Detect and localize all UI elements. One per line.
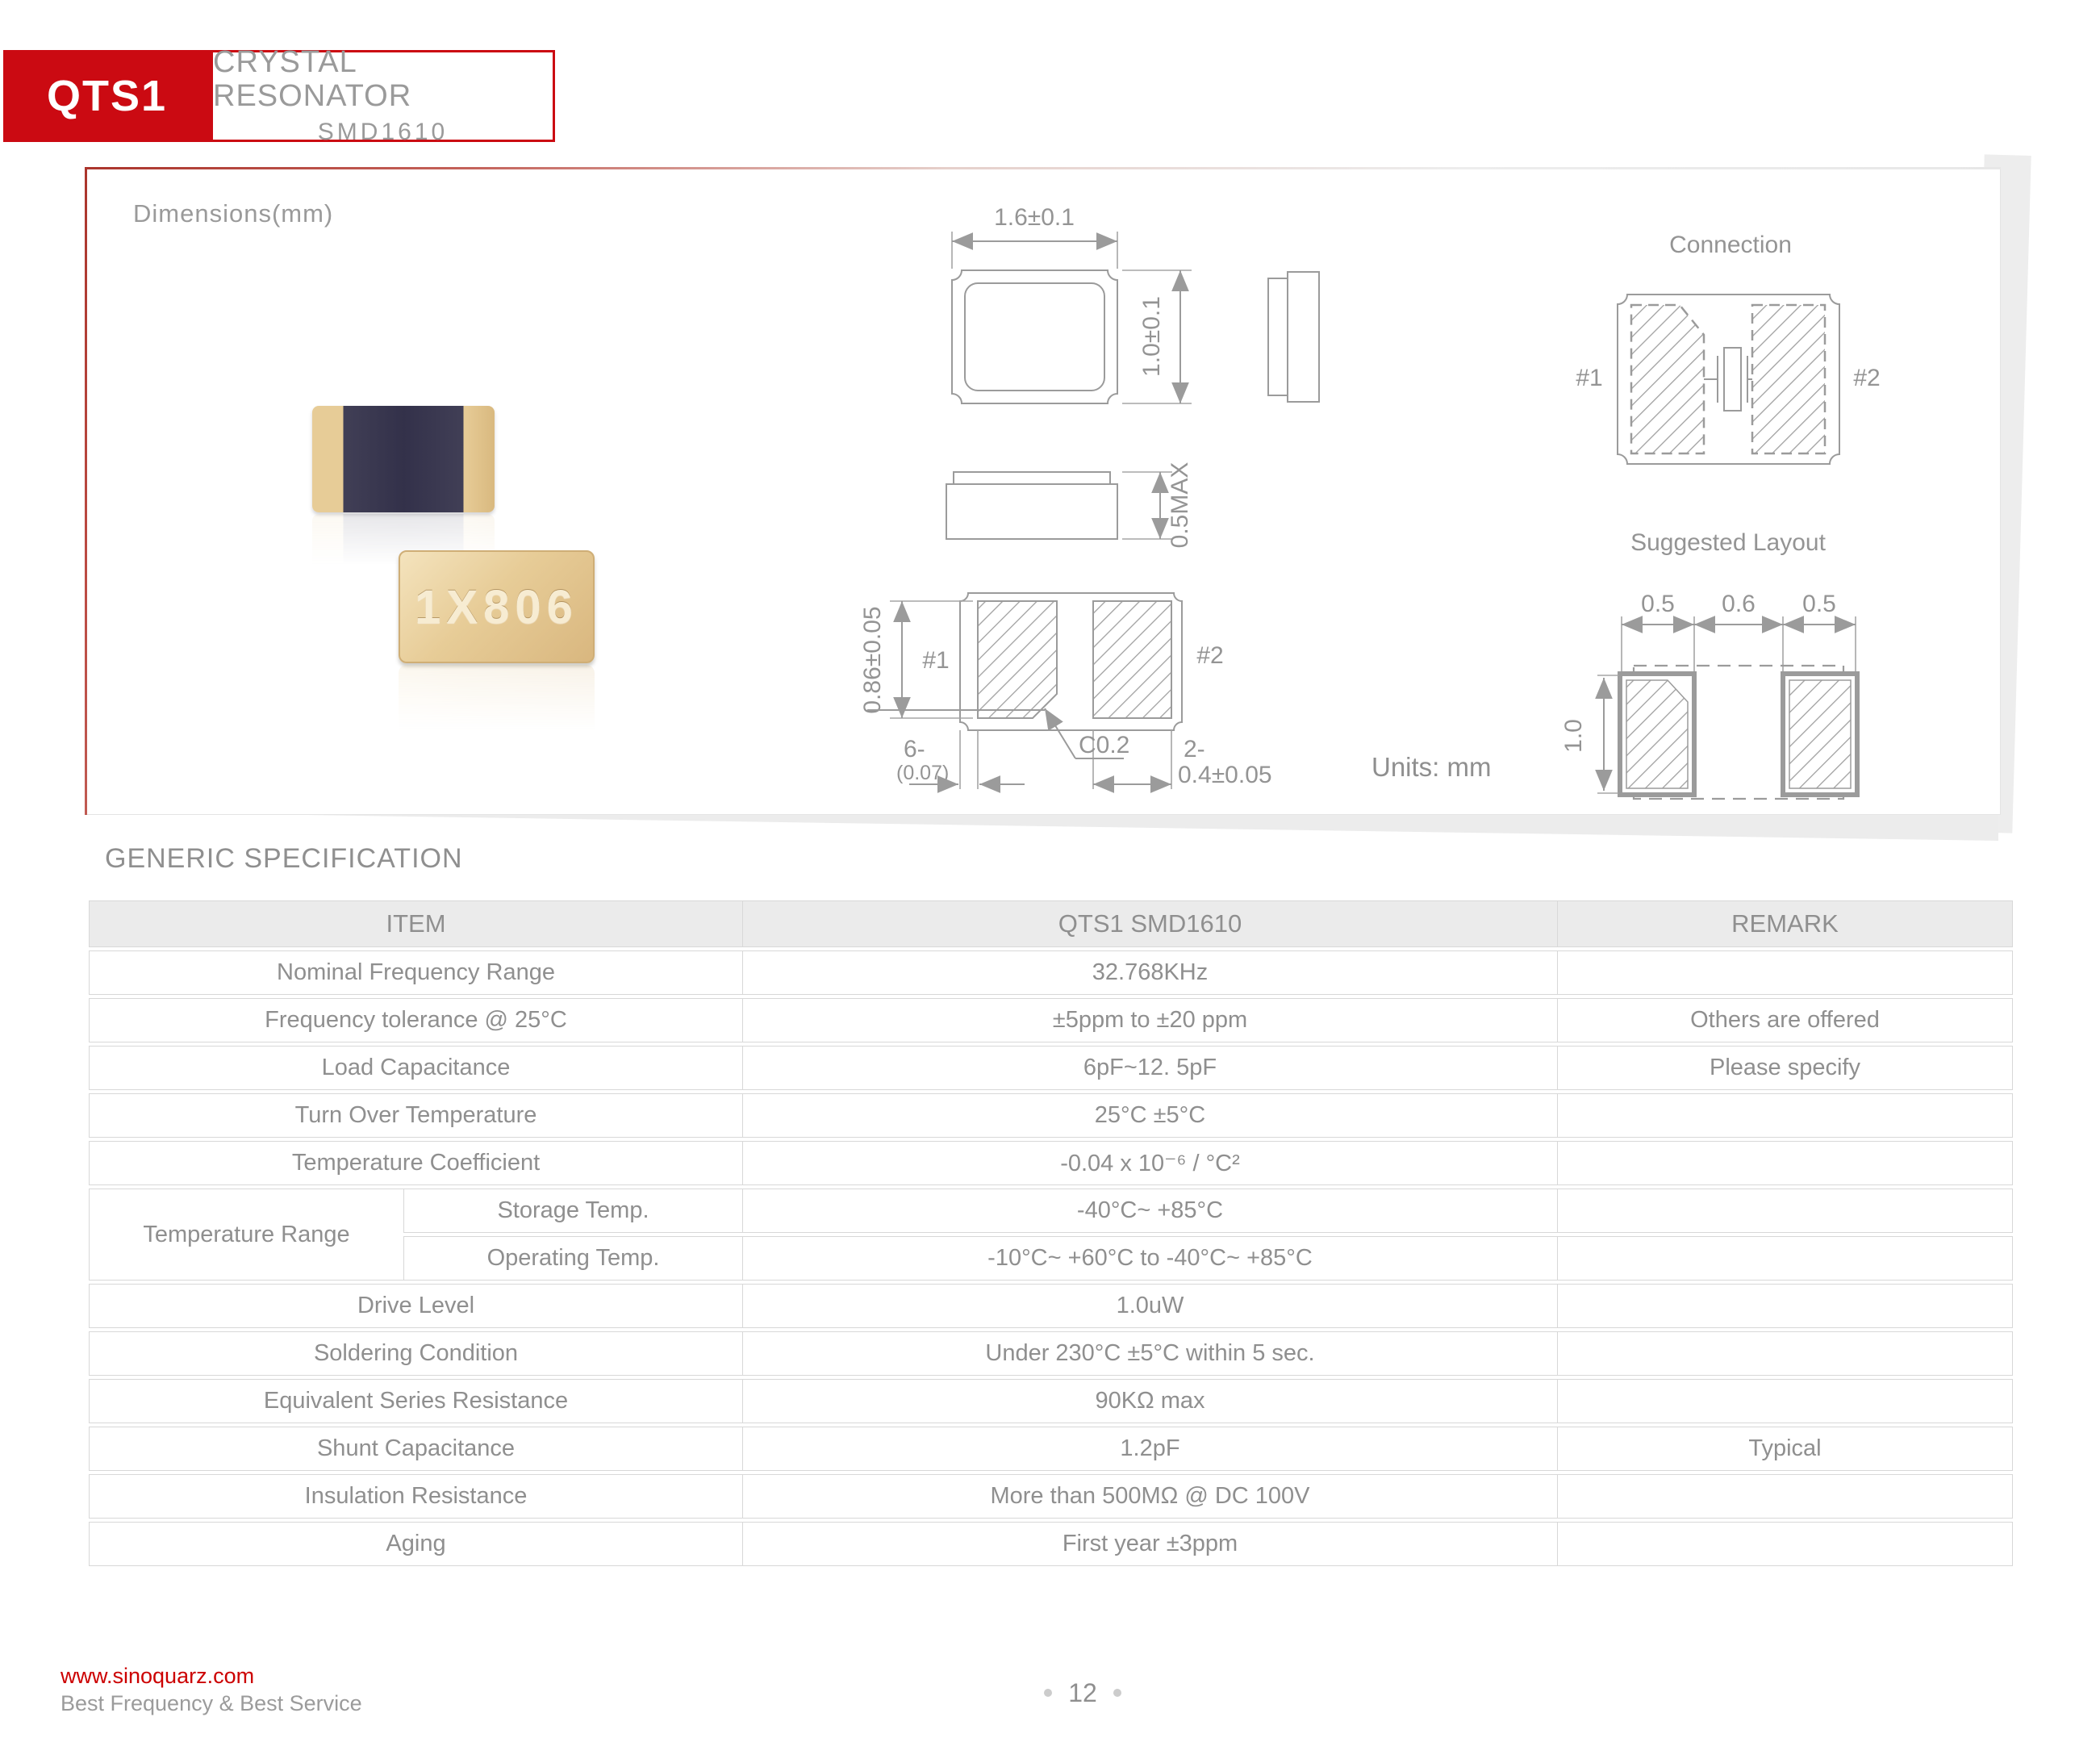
remark-cell (1557, 1093, 2013, 1138)
layout-pad-width-dim: 0.5 (1641, 591, 1675, 617)
table-row (89, 1427, 2013, 1471)
table-row-temp-storage (89, 1189, 2013, 1233)
spec-header-row (89, 900, 2013, 947)
connection-pad-2 (1752, 305, 1825, 453)
item-cell: Aging (89, 1522, 742, 1566)
page-number-dot-left (1044, 1689, 1052, 1697)
col-header-item: ITEM (89, 900, 742, 947)
bottom-pin2-label: #2 (1196, 642, 1224, 669)
bottom-view-drawing (859, 565, 1513, 807)
chip-photo-front-reflection (399, 665, 595, 754)
remark-cell (1557, 950, 2013, 995)
value-cell: 1.0uW (742, 1284, 1557, 1328)
chip-photo-front (399, 550, 595, 663)
product-code: QTS1 (46, 72, 168, 120)
page-subtitle: SMD1610 (317, 118, 449, 145)
value-cell: ±5ppm to ±20 ppm (742, 998, 1557, 1042)
value-cell: -40°C~ +85°C (742, 1189, 1557, 1233)
top-view-width-dim: 1.6±0.1 (994, 204, 1075, 231)
layout-pad-2-hatch (1789, 680, 1851, 788)
top-view-inner (965, 283, 1104, 391)
subitem-cell: Operating Temp. (403, 1236, 742, 1281)
table-row (89, 1284, 2013, 1328)
col-header-value: QTS1 SMD1610 (742, 900, 1557, 947)
item-cell: Load Capacitance (89, 1046, 742, 1090)
layout-pad-width-dim2: 0.5 (1802, 591, 1836, 617)
page-number-container (1018, 1677, 1147, 1709)
layout-pad-1-hatch (1626, 680, 1688, 788)
crystal-symbol (1704, 348, 1752, 411)
bottom-chamfer-label: C0.2 (1079, 732, 1130, 758)
page-number-dot-right (1113, 1689, 1121, 1697)
remark-cell (1557, 1474, 2013, 1519)
item-cell: Soldering Condition (89, 1331, 742, 1376)
value-cell: 90KΩ max (742, 1379, 1557, 1423)
item-cell: Nominal Frequency Range (89, 950, 742, 995)
page-shadow-bottom (85, 813, 1998, 846)
top-view-drawing (924, 191, 1359, 433)
remark-cell: Others are offered (1557, 998, 2013, 1042)
panel-left-border (85, 167, 87, 815)
title-box (211, 45, 555, 145)
spec-heading: GENERIC SPECIFICATION (105, 843, 463, 874)
remark-cell (1557, 1141, 2013, 1185)
suggested-layout-drawing (1557, 516, 1904, 815)
col-header-remark: REMARK (1557, 900, 2013, 947)
bottom-pin1-label: #1 (922, 647, 950, 674)
item-cell: Turn Over Temperature (89, 1093, 742, 1138)
table-row (89, 1379, 2013, 1423)
layout-pad-height-dim: 1.0 (1560, 719, 1587, 753)
remark-cell (1557, 1522, 2013, 1566)
dimensions-label: Dimensions(mm) (133, 199, 334, 228)
value-cell: -10°C~ +60°C to -40°C~ +85°C (742, 1236, 1557, 1281)
item-cell: Frequency tolerance @ 25°C (89, 998, 742, 1042)
suggested-layout-title: Suggested Layout (1630, 529, 1826, 556)
layout-gap-dim: 0.6 (1722, 591, 1756, 617)
value-cell: 1.2pF (742, 1427, 1557, 1471)
panel-top-border (85, 167, 2001, 169)
footer-slogan: Best Frequency & Best Service (61, 1691, 362, 1715)
remark-cell (1557, 1331, 2013, 1376)
bottom-pad-1 (978, 601, 1057, 718)
table-row (89, 1331, 2013, 1376)
bottom-pad-width-dim: 0.4±0.05 (1178, 762, 1272, 788)
page-title: CRYSTAL RESONATOR (213, 45, 412, 113)
top-view-outline (952, 270, 1117, 403)
item-cell: Temperature Coefficient (89, 1141, 742, 1185)
item-cell: Equivalent Series Resistance (89, 1379, 742, 1423)
remark-cell: Please specify (1557, 1046, 2013, 1090)
item-cell-temperature-range: Temperature Range (89, 1189, 403, 1281)
side-view-lid (1268, 278, 1288, 395)
value-cell: 25°C ±5°C (742, 1093, 1557, 1138)
value-cell: Under 230°C ±5°C within 5 sec. (742, 1331, 1557, 1376)
value-cell: First year ±3ppm (742, 1522, 1557, 1566)
bottom-pad-length-dim: 0.86±0.05 (859, 606, 886, 714)
value-cell: More than 500MΩ @ DC 100V (742, 1474, 1557, 1519)
remark-cell (1557, 1284, 2013, 1328)
value-cell: 6pF~12. 5pF (742, 1046, 1557, 1090)
table-row (89, 1141, 2013, 1185)
side-view-body (1288, 272, 1319, 402)
remark-cell: Typical (1557, 1427, 2013, 1471)
connection-pad-1 (1631, 305, 1704, 453)
item-cell: Drive Level (89, 1284, 742, 1328)
bottom-corner-dim: (0.07) (896, 762, 950, 784)
brand-block (3, 50, 211, 142)
table-row (89, 1474, 2013, 1519)
front-view-thickness-dim: 0.5MAX (1167, 462, 1193, 549)
remark-cell (1557, 1189, 2013, 1233)
item-cell: Insulation Resistance (89, 1474, 742, 1519)
table-row (89, 950, 2013, 995)
page-number: 12 (1068, 1677, 1097, 1707)
item-cell: Shunt Capacitance (89, 1427, 742, 1471)
connection-pin2-label: #2 (1853, 365, 1881, 391)
value-cell: 32.768KHz (742, 950, 1557, 995)
remark-cell (1557, 1236, 2013, 1281)
front-view-body (946, 484, 1117, 539)
footer-website-link[interactable]: www.sinoquarz.com (61, 1664, 255, 1688)
bottom-pad-2 (1093, 601, 1171, 718)
connection-drawing (1565, 198, 1904, 480)
remark-cell (1557, 1379, 2013, 1423)
top-view-height-dim: 1.0±0.1 (1138, 296, 1165, 377)
subitem-cell: Storage Temp. (403, 1189, 742, 1233)
table-row (89, 1522, 2013, 1566)
connection-title: Connection (1669, 232, 1792, 258)
table-row (89, 1093, 2013, 1138)
value-cell: -0.04 x 10⁻⁶ / °C² (742, 1141, 1557, 1185)
chip-photo-back (312, 406, 495, 512)
spec-table (89, 897, 2013, 1569)
bottom-corner-count: 6- (904, 736, 925, 762)
table-row (89, 1046, 2013, 1090)
bottom-pad-count: 2- (1184, 736, 1205, 762)
connection-pin1-label: #1 (1576, 365, 1603, 391)
chip-marking-text: 1X806 (415, 580, 578, 633)
front-view-drawing (924, 452, 1246, 565)
front-view-lid (954, 472, 1110, 484)
units-label: Units: mm (1371, 752, 1492, 782)
table-row (89, 998, 2013, 1042)
